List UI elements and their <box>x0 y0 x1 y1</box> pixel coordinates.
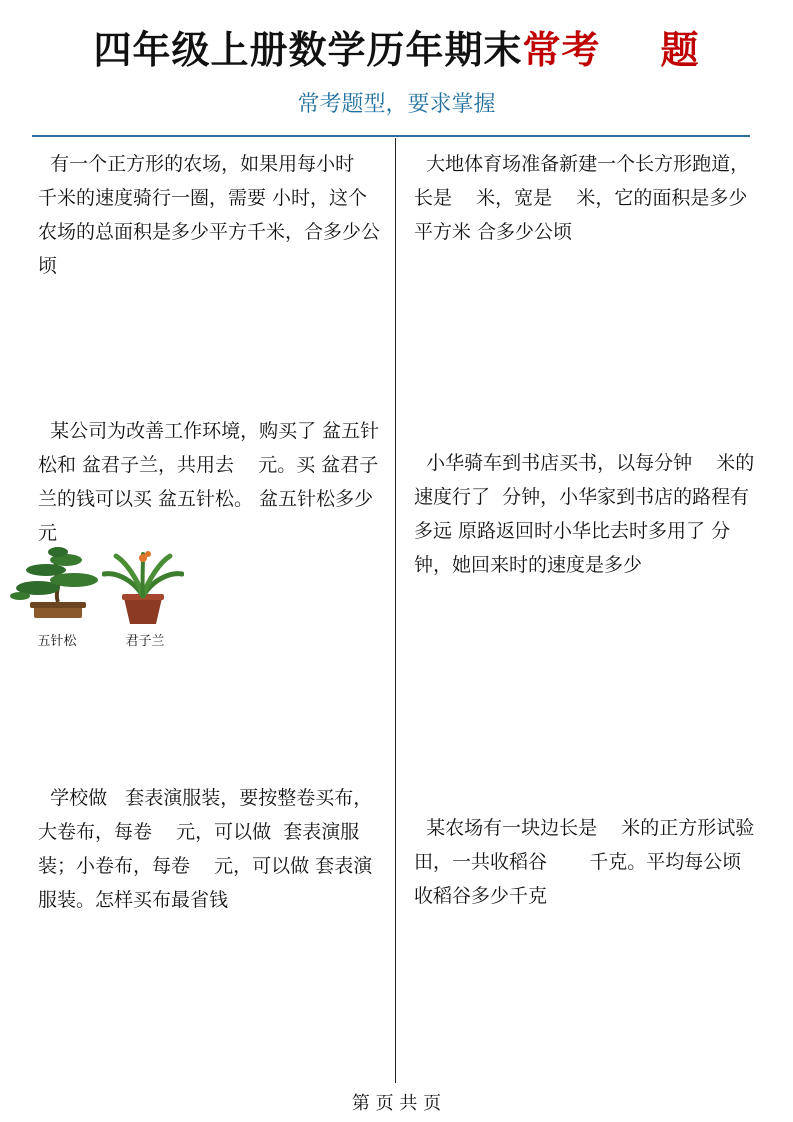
page-subtitle: 常考题型，要求掌握 <box>297 92 496 117</box>
question-1: 有一个正方形的农场，如果用每小时 千米的速度骑行一圈，需要 小时，这个农场的总面积是多少平方千米，合多少公顷 <box>38 153 381 277</box>
question-6: 某农场有一块边长是 米的正方形试验田，一共收稻谷 千克。平均每公顷收稻谷多少千克 <box>414 817 755 907</box>
title-main: 四年级上册数学历年期末 <box>93 28 523 72</box>
question-2: 大地体育场准备新建一个长方形跑道，长是 米，宽是 米，它的面积是多少平方米 合多少公顷 <box>414 153 750 243</box>
pine-label: 五针松 <box>37 634 77 649</box>
clivia-image <box>102 548 184 626</box>
question-5: 学校做 套表演服装，要按整卷买布，大卷布，每卷 元，可以做 套表演服装；小卷布，每卷 元，可以做 套表演服装。怎样买布最省钱 <box>38 787 373 911</box>
column-divider <box>395 138 396 1083</box>
title-end: 题 <box>660 28 700 72</box>
clivia-label: 君子兰 <box>125 634 165 649</box>
question-4: 小华骑车到书店买书，以每分钟 米的速度行了 分钟，小华家到书店的路程有多远 原路返回时小华比去时多用了 分钟，她回来时的速度是多少 <box>414 452 755 576</box>
title-highlight: 常考 <box>522 28 601 72</box>
header-divider <box>32 135 750 137</box>
page-footer: 第 页 共 页 <box>351 1093 442 1114</box>
page-title <box>0 26 793 74</box>
question-3: 某公司为改善工作环境，购买了 盆五针松和 盆君子兰，共用去 元。买 盆君子兰的钱可以买 盆五针松。 盆五针松多少元 <box>38 420 380 544</box>
pine-bonsai-image <box>8 544 108 622</box>
